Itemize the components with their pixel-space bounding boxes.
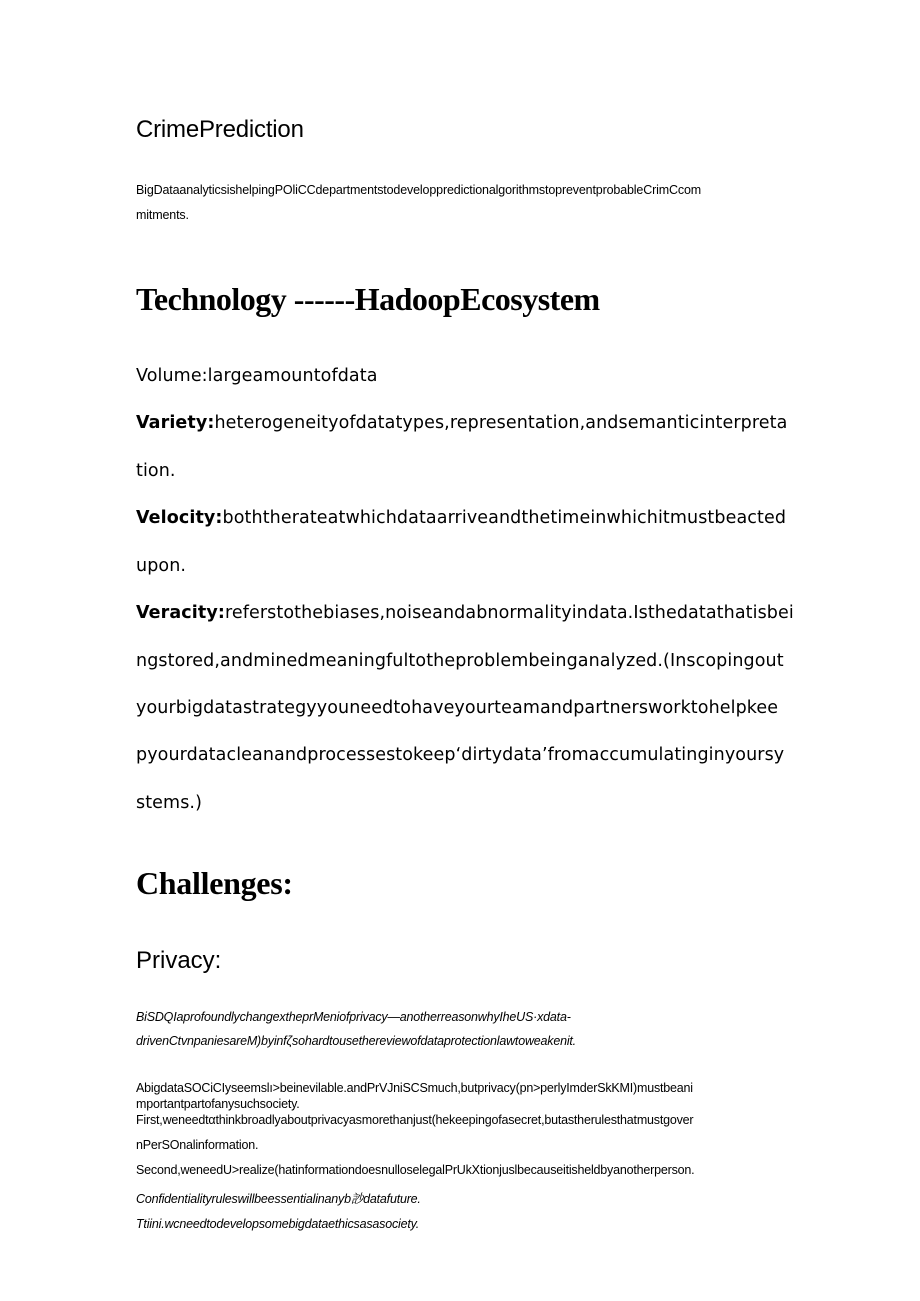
variety-label: Variety: bbox=[136, 413, 215, 433]
veracity-text: referstothebiases,noiseandabnormalityindata.Isthedatathatisbei bbox=[224, 603, 794, 623]
variety-line bbox=[136, 413, 787, 433]
veracity-line-2: ngstored,andminedmeaningfultotheproblembeinganalyzed.(Inscopingout bbox=[136, 651, 784, 671]
variety-text: heterogeneityofdatatypes,representation,andsemanticinterpreta bbox=[214, 413, 788, 433]
paragraph-line: mitments. bbox=[136, 208, 189, 222]
paragraph-line: BigDataanalyticsishelpingPOliCCdepartmentstodeveloppredictionalgorithmstopreventprobableCrimCcom bbox=[136, 183, 702, 197]
veracity-line bbox=[136, 603, 794, 623]
veracity-line-4: pyourdatacleanandprocessestokeep‘dirtydata’fromaccumulatinginyoursy bbox=[136, 745, 785, 765]
privacy-paragraph-3: Second,weneedU>realize(hatinformationdoesnulloselegalPrUkXtionjuslbecauseitisheldbyanotherperson. bbox=[136, 1163, 695, 1177]
privacy-paragraph-4: Confidentialityruleswillbeessentialinanyb訬datafuture. bbox=[136, 1192, 421, 1206]
heading-privacy: Privacy: bbox=[136, 947, 222, 974]
privacy-paragraph-1-line-2: mportantpartofanysuchsociety. bbox=[136, 1097, 300, 1111]
variety-line-continued: tion. bbox=[136, 461, 176, 481]
volume-line: Volume:largeamountofdata bbox=[136, 366, 378, 386]
velocity-line bbox=[136, 508, 786, 528]
velocity-label: Velocity: bbox=[136, 508, 223, 528]
veracity-label: Veracity: bbox=[136, 603, 225, 623]
privacy-paragraph-1-line-1: AbigdataSOCiCIyseemslı>beinevilable.andPrVJniSCSmuch,butprivacy(pn>perlyImderSkKMI)mustbeani bbox=[136, 1081, 693, 1095]
velocity-text: boththerateatwhichdataarriveandthetimeinwhichitmustbeacted bbox=[222, 508, 787, 528]
heading-technology: Technology ------HadoopEcosystem bbox=[136, 281, 600, 317]
privacy-paragraph-2-line-2: nPerSOnalinformation. bbox=[136, 1138, 259, 1152]
heading-challenges: Challenges: bbox=[136, 865, 293, 901]
section-title-crime-prediction: CrimePrediction bbox=[136, 116, 304, 143]
privacy-quote-line-2: drivenCtvnpaniesareM)byinfζsohardtousethereviewofdataprotectionlawtoweakenit. bbox=[136, 1034, 576, 1048]
velocity-line-continued: upon. bbox=[136, 556, 187, 576]
privacy-paragraph-2-line-1: First,weneedtαthinkbroadlyaboutprivacyasmorethanjust(hekeepingofasecret,butastherulesthatmustgover bbox=[136, 1113, 694, 1127]
privacy-quote-line-1: BiSDQIaprofoundlychangextheprMeniofprivacy—anotherreasonwhyIheUS·xdata- bbox=[136, 1010, 571, 1024]
veracity-line-5: stems.) bbox=[136, 793, 203, 813]
privacy-paragraph-5-text: Ttiini.wcneedtodevelopsomebigdataethicsasasociety. bbox=[136, 1217, 419, 1231]
veracity-line-3: yourbigdatastrategyyouneedtohaveyourteamandpartnersworktohelpkee bbox=[136, 698, 779, 718]
crime-prediction-paragraph bbox=[136, 178, 701, 228]
privacy-paragraph-5 bbox=[136, 1217, 419, 1231]
